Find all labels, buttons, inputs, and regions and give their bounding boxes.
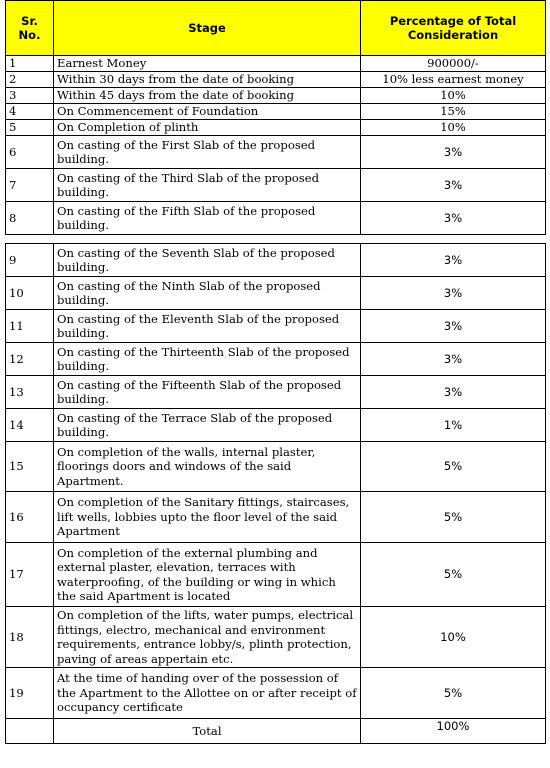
total-pct: 100%	[361, 719, 546, 744]
row-pct: 10%	[361, 607, 546, 668]
table-row	[6, 136, 546, 169]
row-sr: 6	[6, 136, 54, 169]
row-pct: 3%	[361, 202, 546, 235]
row-pct: 15%	[361, 104, 546, 120]
row-stage: On casting of the Ninth Slab of the proposed building.	[54, 277, 361, 310]
row-sr: 14	[6, 409, 54, 442]
page-break-gap	[6, 235, 546, 244]
table-row	[6, 343, 546, 376]
row-pct: 900000/-	[361, 56, 546, 72]
header-sr-no: Sr. No.	[6, 1, 54, 56]
row-pct: 10%	[361, 88, 546, 104]
row-stage: On Commencement of Foundation	[54, 104, 361, 120]
row-pct: 3%	[361, 277, 546, 310]
table-row	[6, 492, 546, 543]
row-pct: 5%	[361, 492, 546, 543]
table-row	[6, 376, 546, 409]
row-pct: 3%	[361, 376, 546, 409]
row-sr: 12	[6, 343, 54, 376]
row-sr: 15	[6, 442, 54, 492]
row-pct: 5%	[361, 668, 546, 719]
row-pct: 3%	[361, 310, 546, 343]
payment-schedule	[5, 0, 545, 744]
row-stage: On completion of the Sanitary fittings, staircases, lift wells, lobbies upto the floor level of the said Apartment	[54, 492, 361, 543]
row-pct: 10% less earnest money	[361, 72, 546, 88]
table-row	[6, 169, 546, 202]
table-row	[6, 409, 546, 442]
row-sr: 10	[6, 277, 54, 310]
row-stage: On Completion of plinth	[54, 120, 361, 136]
row-sr: 16	[6, 492, 54, 543]
row-stage: On casting of the Third Slab of the proposed building.	[54, 169, 361, 202]
row-stage: Within 45 days from the date of booking	[54, 88, 361, 104]
row-stage: Within 30 days from the date of booking	[54, 72, 361, 88]
table-row	[6, 668, 546, 719]
row-stage: On casting of the Thirteenth Slab of the proposed building.	[54, 343, 361, 376]
table-row	[6, 442, 546, 492]
row-pct: 5%	[361, 442, 546, 492]
total-label: Total	[54, 719, 361, 744]
row-sr: 8	[6, 202, 54, 235]
table-row	[6, 120, 546, 136]
row-stage: On completion of the walls, internal plaster, floorings doors and windows of the said Apartment.	[54, 442, 361, 492]
table-row	[6, 56, 546, 72]
row-sr: 4	[6, 104, 54, 120]
row-sr: 9	[6, 244, 54, 277]
table-row	[6, 72, 546, 88]
row-sr: 2	[6, 72, 54, 88]
row-pct: 3%	[361, 169, 546, 202]
payment-schedule-table	[5, 0, 546, 744]
row-pct: 10%	[361, 120, 546, 136]
row-pct: 5%	[361, 543, 546, 607]
row-stage: On casting of the Fifteenth Slab of the proposed building.	[54, 376, 361, 409]
row-stage: Earnest Money	[54, 56, 361, 72]
row-stage: On casting of the Eleventh Slab of the proposed building.	[54, 310, 361, 343]
table-row	[6, 202, 546, 235]
row-sr: 13	[6, 376, 54, 409]
row-stage: On casting of the First Slab of the proposed building.	[54, 136, 361, 169]
row-pct: 3%	[361, 343, 546, 376]
table-row	[6, 104, 546, 120]
row-pct: 3%	[361, 136, 546, 169]
row-sr: 3	[6, 88, 54, 104]
row-stage: On casting of the Seventh Slab of the proposed building.	[54, 244, 361, 277]
row-sr: 7	[6, 169, 54, 202]
table-row	[6, 543, 546, 607]
row-stage: On completion of the lifts, water pumps, electrical fittings, electro, mechanical and environment requirements, entrance lobby/s, plinth protection, paving of areas appertain etc.	[54, 607, 361, 668]
row-pct: 3%	[361, 244, 546, 277]
table-row	[6, 88, 546, 104]
table-row	[6, 607, 546, 668]
row-stage: At the time of handing over of the possession of the Apartment to the Allottee on or after receipt of occupancy certificate	[54, 668, 361, 719]
row-sr: 18	[6, 607, 54, 668]
row-sr: 1	[6, 56, 54, 72]
total-sr-empty	[6, 719, 54, 744]
row-stage: On casting of the Terrace Slab of the proposed building.	[54, 409, 361, 442]
row-sr: 5	[6, 120, 54, 136]
header-stage: Stage	[54, 1, 361, 56]
table-row	[6, 310, 546, 343]
row-sr: 17	[6, 543, 54, 607]
row-pct: 1%	[361, 409, 546, 442]
row-sr: 19	[6, 668, 54, 719]
table-row	[6, 277, 546, 310]
header-row	[6, 1, 546, 56]
total-row	[6, 719, 546, 744]
header-percentage: Percentage of Total Consideration	[361, 1, 546, 56]
row-sr: 11	[6, 310, 54, 343]
table-row	[6, 244, 546, 277]
row-stage: On casting of the Fifth Slab of the proposed building.	[54, 202, 361, 235]
row-stage: On completion of the external plumbing and external plaster, elevation, terraces with waterproofing, of the building or wing in which the said Apartment is located	[54, 543, 361, 607]
